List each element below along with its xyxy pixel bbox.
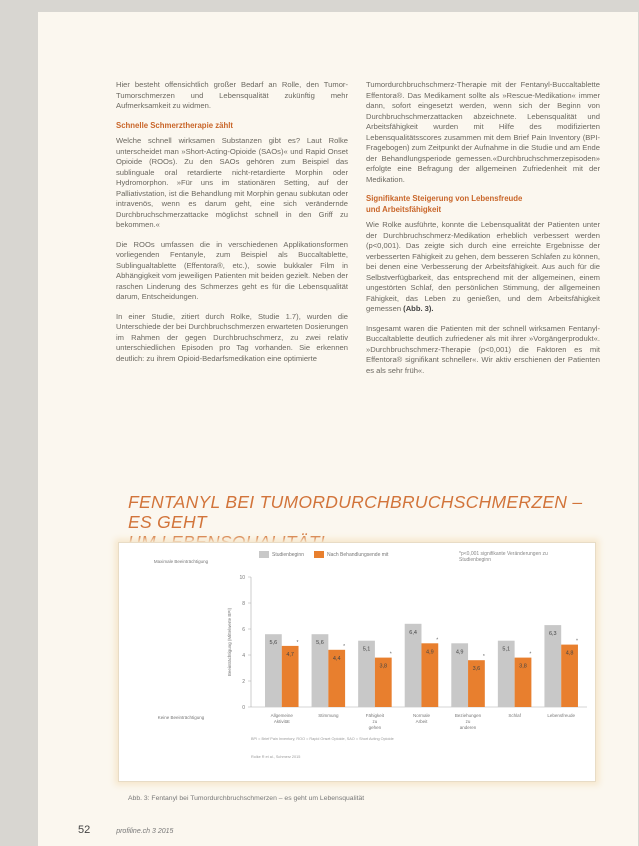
category-label: Schlaf [508, 713, 521, 718]
significance-marker: * [343, 643, 346, 650]
category-label: Aktivität [273, 719, 290, 724]
category-label: gehen [368, 725, 382, 730]
bar [405, 624, 422, 707]
y-tick-label: 2 [242, 679, 245, 685]
data-label: 3,6 [472, 666, 481, 673]
category-label: zu [372, 719, 378, 724]
legend-label: Studienbeginn [272, 551, 304, 558]
data-label: 5,1 [502, 646, 511, 653]
page-number: 52 [78, 824, 91, 836]
headline-line: FENTANYL BEI TUMORDURCHBRUCHSCHMERZEN – ES GEHT [128, 492, 583, 532]
paragraph: Hier besteht offensichtlich großer Bedarf an Rolle, den Tumor-Tumorschmerzen und Lebensqualität zukünftig mehr Aufmerksamkeit zu widmen. [116, 80, 348, 110]
y-tick-label: 0 [242, 705, 245, 711]
category-label: Allgemeine [270, 713, 293, 718]
paragraph: Tumordurchbruchschmerz-Therapie mit der Fentanyl-Buccaltablette Effentora®. Das Medikament sollte als »Rescue-Medikation« immer dann, sofort eingesetzt werden, wenn sich der Beginn von Durchbruchschmerzattacken abzeichnete. Lebensqualität und Arbeitsfähigkeit wurden mit Hilfe des modifizierten Lebensqualitätsscores zusammen mit dem Brief Pain Inventory (BPI-Fragebogen) zum Zeitpunkt der Aufnahme in die Studie und am Ende der Behandlungsperiode gemessen.«Durchbruchschmerzepisoden» erfolgte eine Befragung der allgemeinen Zufriedenheit mit der Medikation. [366, 80, 600, 184]
y-tick-label: 4 [242, 653, 245, 659]
data-label: 6,3 [548, 631, 557, 638]
data-label: 5,6 [316, 640, 324, 647]
y-top-label: Maximale Beeinträchtigung [153, 559, 209, 564]
y-tick-label: 6 [242, 627, 245, 633]
significance-marker: * [482, 654, 485, 661]
paragraph: Insgesamt waren die Patienten mit der schnell wirksamen Fentanyl-Buccaltablette deutlich zufriedener als mit ihrer »Vorgängerprodukt«. »Durchbruchschmerz-Therapie (p<0,001) die Faktoren es mit Effentora® signifikant schneller«. Wir aktiv erschienen der Patienten es als sehr früh«. [366, 323, 600, 375]
data-label: 5,6 [269, 640, 278, 647]
data-label: 3,8 [379, 663, 388, 670]
category-label: zu [465, 719, 471, 724]
figure-source: Rolke R et al., Schmerz 2015 [251, 755, 301, 759]
data-label: 4,8 [565, 650, 574, 657]
right-column [366, 80, 600, 385]
y-axis-title: Beeinträchtigung (Mittelwerte BPI) [227, 607, 232, 677]
category-label: anderen [459, 725, 477, 730]
category-label: Normale [412, 713, 430, 718]
bar [544, 625, 561, 707]
category-label: Beziehungen [454, 713, 482, 718]
category-label: Lebensfreude [547, 713, 575, 718]
heading-line: Signifikante Steigerung von Lebensfreude [366, 194, 523, 203]
paragraph: Welche schnell wirksamen Substanzen gibt es? Laut Rolke unterscheidet man »Short-Acting-Opioide (SAOs)« und Rapid Onset Opioide (ROOs). Zu den SAOs gehören zum Beispiel das sublinguale oral retardierte nicht-retardierte Morphin oder Hydromorphon. »Für uns im stationären Setting, auf der Palliativstation, ist die Behandlung mit Morphin genau subkutan oder intravenös, wenn es darum geht, eine sich verändernde Durchbruchschmerzattacke möglichst schnell in den Griff zu bekommen.« [116, 136, 348, 229]
paragraph: In einer Studie, zitiert durch Rolke, Studie 1.7), wurden die Unterschiede der bei Durchbruchschmerzen erwarteten Dosierungen im Rahmen der gegen Durchbruchschmerz, zu zwei relativ unterschiedlichen Episoden pro Tag vorhanden. Sie erkennen deutlich: zu ihrem Opioid-Bedarfsmedikation eine optimierte [116, 311, 348, 363]
section-heading: Schnelle Schmerztherapie zählt [116, 120, 233, 130]
legend-label: Nach Behandlungsende mit [326, 551, 389, 558]
significance-marker: * [529, 651, 532, 658]
y-tick-label: 10 [239, 575, 245, 581]
data-label: 4,9 [426, 649, 434, 656]
figure-box [118, 542, 596, 782]
figure-footnote: BPI = Brief Pain Inventory, ROO = Rapid Onset Opioide, SAO = Short Acting Opioide [251, 737, 394, 741]
paragraph: Die ROOs umfassen die in verschiedenen Applikationsformen vorliegenden Fentanyle, zum Beispiel als Buccaltablette, Sublingualtablette (Effentora®, etc.), sowie bukkaler Film in Abhängigkeit vom jeweiligen Patienten mit beiden gezielt. Neben der raschen Linderung des Schmerzes geht es für die Lebensqualität darum, Entscheidungen. [116, 239, 348, 301]
category-label: Fähigkeit [365, 713, 385, 718]
category-label: Stimmung [318, 713, 339, 718]
data-label: 4,9 [455, 649, 464, 656]
category-label: Arbeit [415, 719, 428, 724]
y-bottom-label: Keine Beeinträchtigung [157, 715, 205, 720]
data-label: 4,7 [286, 651, 294, 658]
paragraph [366, 220, 600, 315]
heading-line: und Arbeitsfähigkeit [366, 204, 442, 214]
y-tick-label: 8 [242, 601, 245, 607]
legend-note: *p<0,001 signifikante Veränderungen zu Studienbeginn [459, 551, 548, 563]
magazine-page [38, 12, 638, 846]
figure-caption: Abb. 3: Fentanyl bei Tumordurchbruchschmerzen – es geht um Lebensqualität [128, 795, 365, 802]
bar-chart [119, 543, 597, 783]
data-label: 4,4 [332, 655, 341, 662]
significance-marker: * [389, 651, 392, 658]
paragraph-text: Wie Rolke ausführte, konnte die Lebensqualität der Patienten unter der Durchbruchschmerz-Medikation erheblich verbessert werden (p<0,001). Das zeigte sich durch eine erreichte Ergebnisse der verbesserten Fähigkeit zu gehen, dem besseren Schlafen zu können, bei denen eine Verbesserung der Arbeitsfähigkeit. Aus auch für die Selbstverfügbarkeit, das entsprechend mit der allgemeinen, einem ungestörten Schlaf, den persönlichen Stimmung, der allgemeinen Fähigkeit, das Leben zu genießen, und dem Arbeitsfähigkeit gemessen [366, 220, 600, 313]
data-label: 5,1 [362, 646, 371, 653]
section-heading [366, 194, 600, 215]
magazine-name: profiline.ch 3 2015 [116, 828, 174, 835]
page-footer [78, 824, 173, 836]
left-column [116, 80, 348, 373]
data-label: 3,8 [519, 663, 527, 670]
significance-marker: * [436, 637, 439, 644]
significance-marker: * [575, 638, 578, 645]
data-label: 6,4 [409, 629, 417, 636]
figure-reference: (Abb. 3). [403, 304, 434, 313]
significance-marker: * [296, 639, 299, 646]
